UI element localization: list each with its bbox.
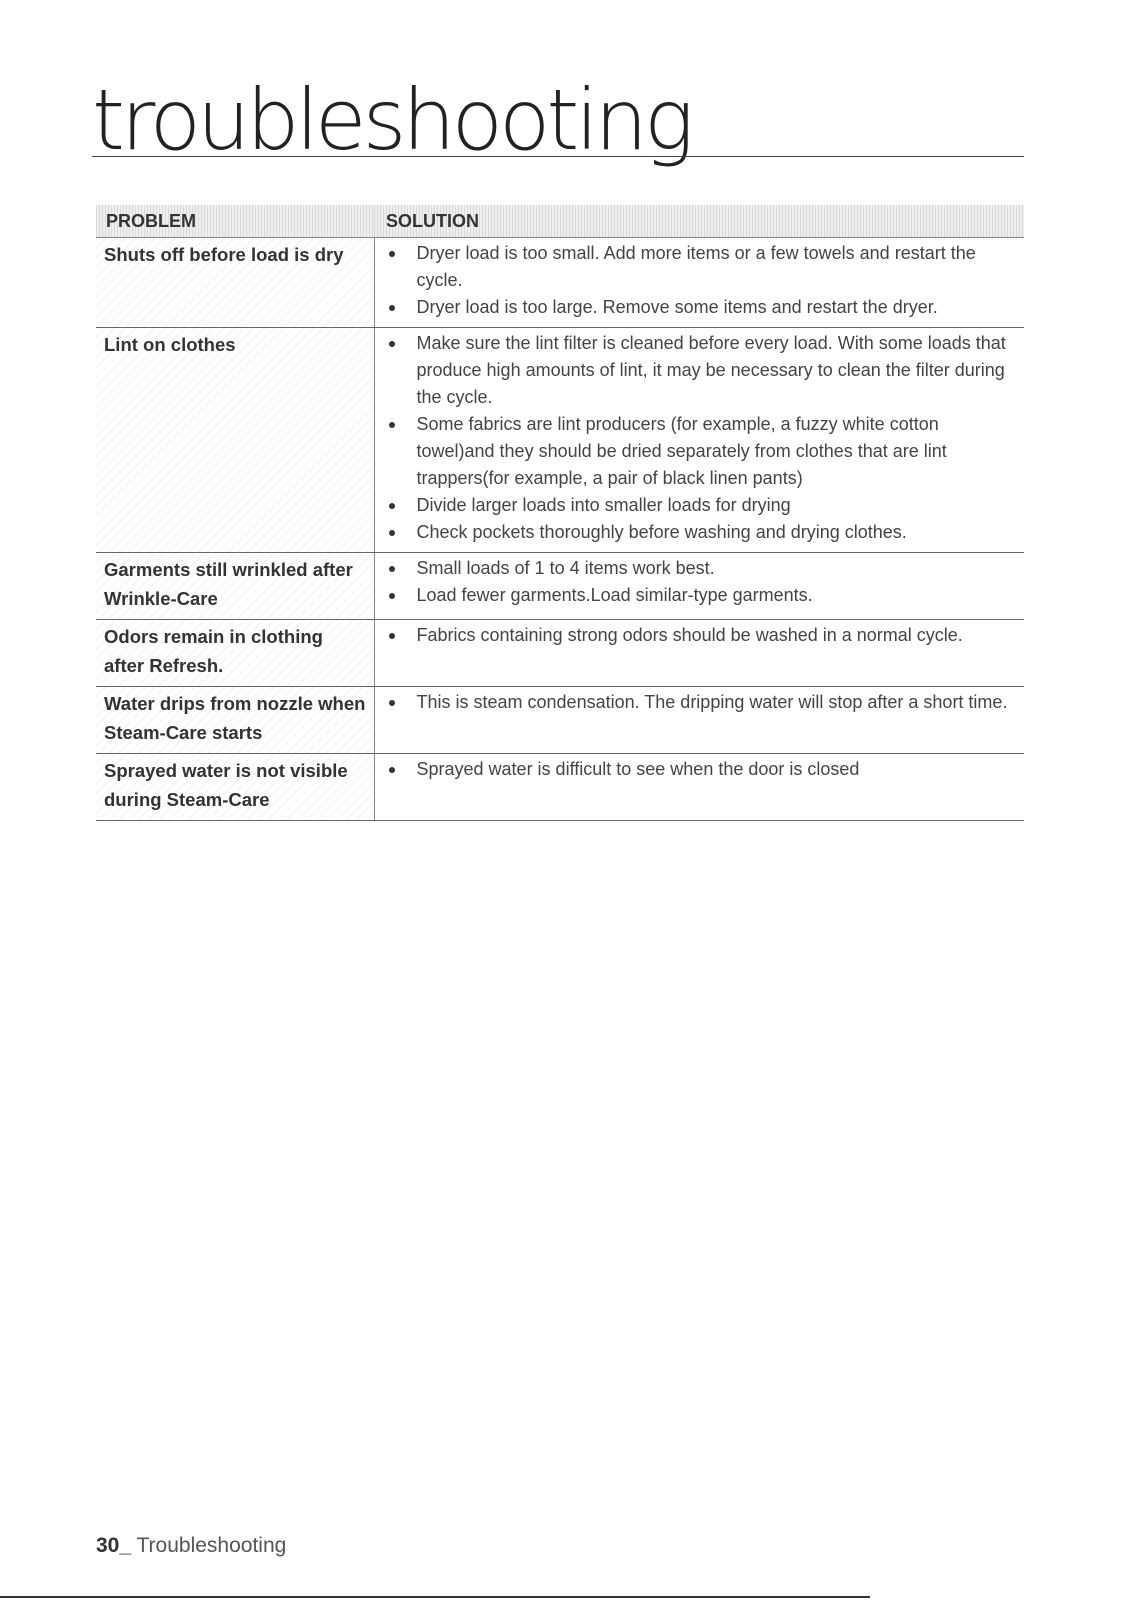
header-problem: PROBLEM [96, 205, 374, 238]
page-footer [96, 1534, 286, 1558]
solution-item: Dryer load is too small. Add more items or a few towels and restart the cycle. [387, 240, 1021, 294]
page-title: troubleshooting [92, 71, 691, 169]
troubleshooting-table [96, 205, 1024, 821]
solution-item: Divide larger loads into smaller loads for drying [387, 492, 1021, 519]
table-row [96, 238, 1024, 328]
solution-item: Make sure the lint filter is cleaned before every load. With some loads that produce high amounts of lint, it may be necessary to clean the filter during the cycle. [387, 330, 1021, 411]
solution-item: Small loads of 1 to 4 items work best. [387, 555, 1021, 582]
page-number: 30_ [96, 1534, 132, 1557]
solution-item: Load fewer garments.Load similar-type garments. [387, 582, 1021, 609]
problem-cell: Water drips from nozzle when Steam-Care starts [96, 687, 374, 754]
solution-item: This is steam condensation. The dripping water will stop after a short time. [387, 689, 1021, 716]
problem-cell: Sprayed water is not visible during Steam-Care [96, 754, 374, 821]
problem-cell: Odors remain in clothing after Refresh. [96, 620, 374, 687]
solution-item: Fabrics containing strong odors should be washed in a normal cycle. [387, 622, 1021, 649]
table-row [96, 328, 1024, 553]
solution-cell [374, 238, 1024, 328]
problem-cell: Lint on clothes [96, 328, 374, 553]
footer-section-label: Troubleshooting [131, 1534, 287, 1557]
title-divider [92, 156, 1024, 157]
footer-divider [0, 1596, 870, 1598]
table-row [96, 553, 1024, 620]
solution-item: Check pockets thoroughly before washing and drying clothes. [387, 519, 1021, 546]
solution-item: Sprayed water is difficult to see when the door is closed [387, 756, 1021, 783]
table-row [96, 620, 1024, 687]
table-header-row [96, 205, 1024, 238]
table-row [96, 754, 1024, 821]
header-solution: SOLUTION [374, 205, 1024, 238]
solution-cell [374, 620, 1024, 687]
solution-cell [374, 553, 1024, 620]
table-row [96, 687, 1024, 754]
solution-cell [374, 687, 1024, 754]
solution-item: Some fabrics are lint producers (for example, a fuzzy white cotton towel)and they should be dried separately from clothes that are lint trappers(for example, a pair of black linen pants) [387, 411, 1021, 492]
problem-cell: Garments still wrinkled after Wrinkle-Care [96, 553, 374, 620]
solution-cell [374, 754, 1024, 821]
solution-item: Dryer load is too large. Remove some items and restart the dryer. [387, 294, 1021, 321]
solution-cell [374, 328, 1024, 553]
problem-cell: Shuts off before load is dry [96, 238, 374, 328]
